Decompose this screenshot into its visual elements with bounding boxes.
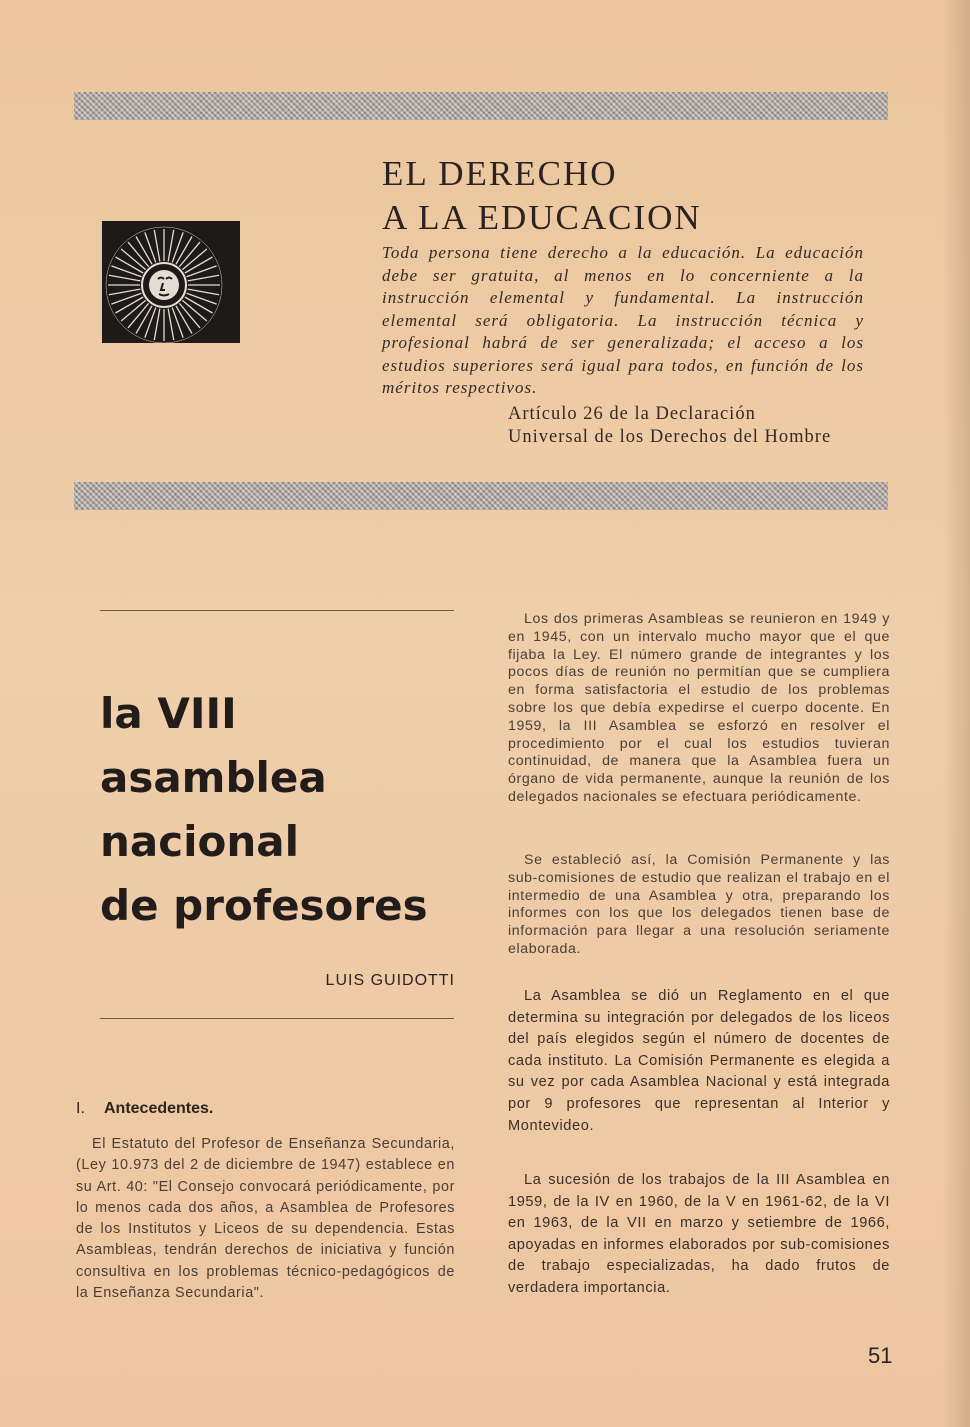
right-column-paragraph-2: [508, 852, 890, 959]
page-edge-shadow: [942, 0, 970, 1427]
paragraph: Los dos primeras Asambleas se reunieron en 1949 y en 1945, con un intervalo mucho mayor que el que fijaba la Ley. El número grande de integrantes y los pocos días de reunión no permitían que se cumpliera en forma satisfactoria el estudio de los problemas sobre los que debía expedirse el cuerpo docente. En 1959, la III Asamblea se esforzó en resolver el procedimiento por el cual los estudios tuvieran continuidad, de manera que la Asamblea fuera un órgano de vida permanente, aunque la reunión de los delegados nacionales se efectuara periódicamente.: [508, 611, 890, 805]
article-title: [100, 682, 480, 938]
declaration-quote: Toda persona tiene derecho a la educación. La educación debe ser gratuita, al menos en lo concerniente a la instrucción elemental y fundamental. La instrucción elemental será obligatoria. La instrucción técnica y profesional habrá de ser generalizada; el acceso a los estudios superiores será igual para todos, en función de los méritos respectivos.: [382, 243, 864, 397]
right-column-paragraph-1: [508, 611, 890, 807]
article-title-line-4: de profesores: [100, 881, 428, 930]
headline: [382, 152, 862, 240]
top-decorative-band: [74, 92, 888, 120]
article-title-line-1: la VIII: [100, 689, 237, 738]
right-column-paragraph-3: [508, 986, 890, 1137]
page-number: 51: [868, 1343, 893, 1368]
human-rights-emblem-icon: [102, 221, 240, 343]
paragraph: Se estableció así, la Comisión Permanente y las sub-comisiones de estudio que realizan el trabajo en el intermedio de una Asamblea y otra, preparando los informes con los que los delegados tienen base de información para llegar a una resolución seriamente elaborada.: [508, 852, 890, 957]
quote-source: [508, 403, 878, 449]
article-title-line-2: asamblea: [100, 753, 327, 802]
headline-line-1: EL DERECHO: [382, 154, 618, 193]
title-bottom-rule: [100, 1018, 454, 1019]
quote-source-line-1: Artículo 26 de la Declaración: [508, 404, 756, 424]
left-column-text: [76, 1134, 455, 1304]
right-column-paragraph-4: [508, 1170, 890, 1300]
title-top-rule: [100, 610, 454, 611]
section-title: Antecedentes.: [104, 1100, 214, 1117]
headline-line-2: A LA EDUCACION: [382, 198, 702, 237]
paragraph: El Estatuto del Profesor de Enseñanza Secundaria, (Ley 10.973 del 2 de diciembre de 1947) establece en su Art. 40: "El Consejo convocará periódicamente, por lo menos cada dos años, a Asamblea de Profesores de los Institutos y Liceos de su dependencia. Estas Asambleas, tendrán derechos de iniciativa y función consultiva en los problemas técnico-pedagógicos de la Enseñanza Secundaria".: [76, 1136, 455, 1302]
article-title-line-3: nacional: [100, 817, 300, 866]
section-number: I.: [76, 1100, 85, 1117]
paragraph: La Asamblea se dió un Reglamento en el que determina su integración por delegados de los liceos del país elegidos según el número de docentes de cada instituto. La Comisión Permanente es elegida a su vez por cada Asamblea Nacional y está integrada por 9 profesores que representan al Interior y Montevideo.: [508, 988, 890, 1134]
section-heading: [76, 1100, 456, 1118]
quote-source-line-2: Universal de los Derechos del Hombre: [508, 427, 832, 447]
paragraph: La sucesión de los trabajos de la III Asamblea en 1959, de la IV en 1960, de la V en 1961-62, de la VI en 1963, de la VII en marzo y setiembre de 1966, apoyadas en informes elaborados por sub-comisiones de trabajo especializadas, ha dado frutos de verdadera importancia.: [508, 1172, 890, 1296]
author-name: LUIS GUIDOTTI: [325, 972, 455, 989]
middle-decorative-band: [74, 482, 888, 510]
